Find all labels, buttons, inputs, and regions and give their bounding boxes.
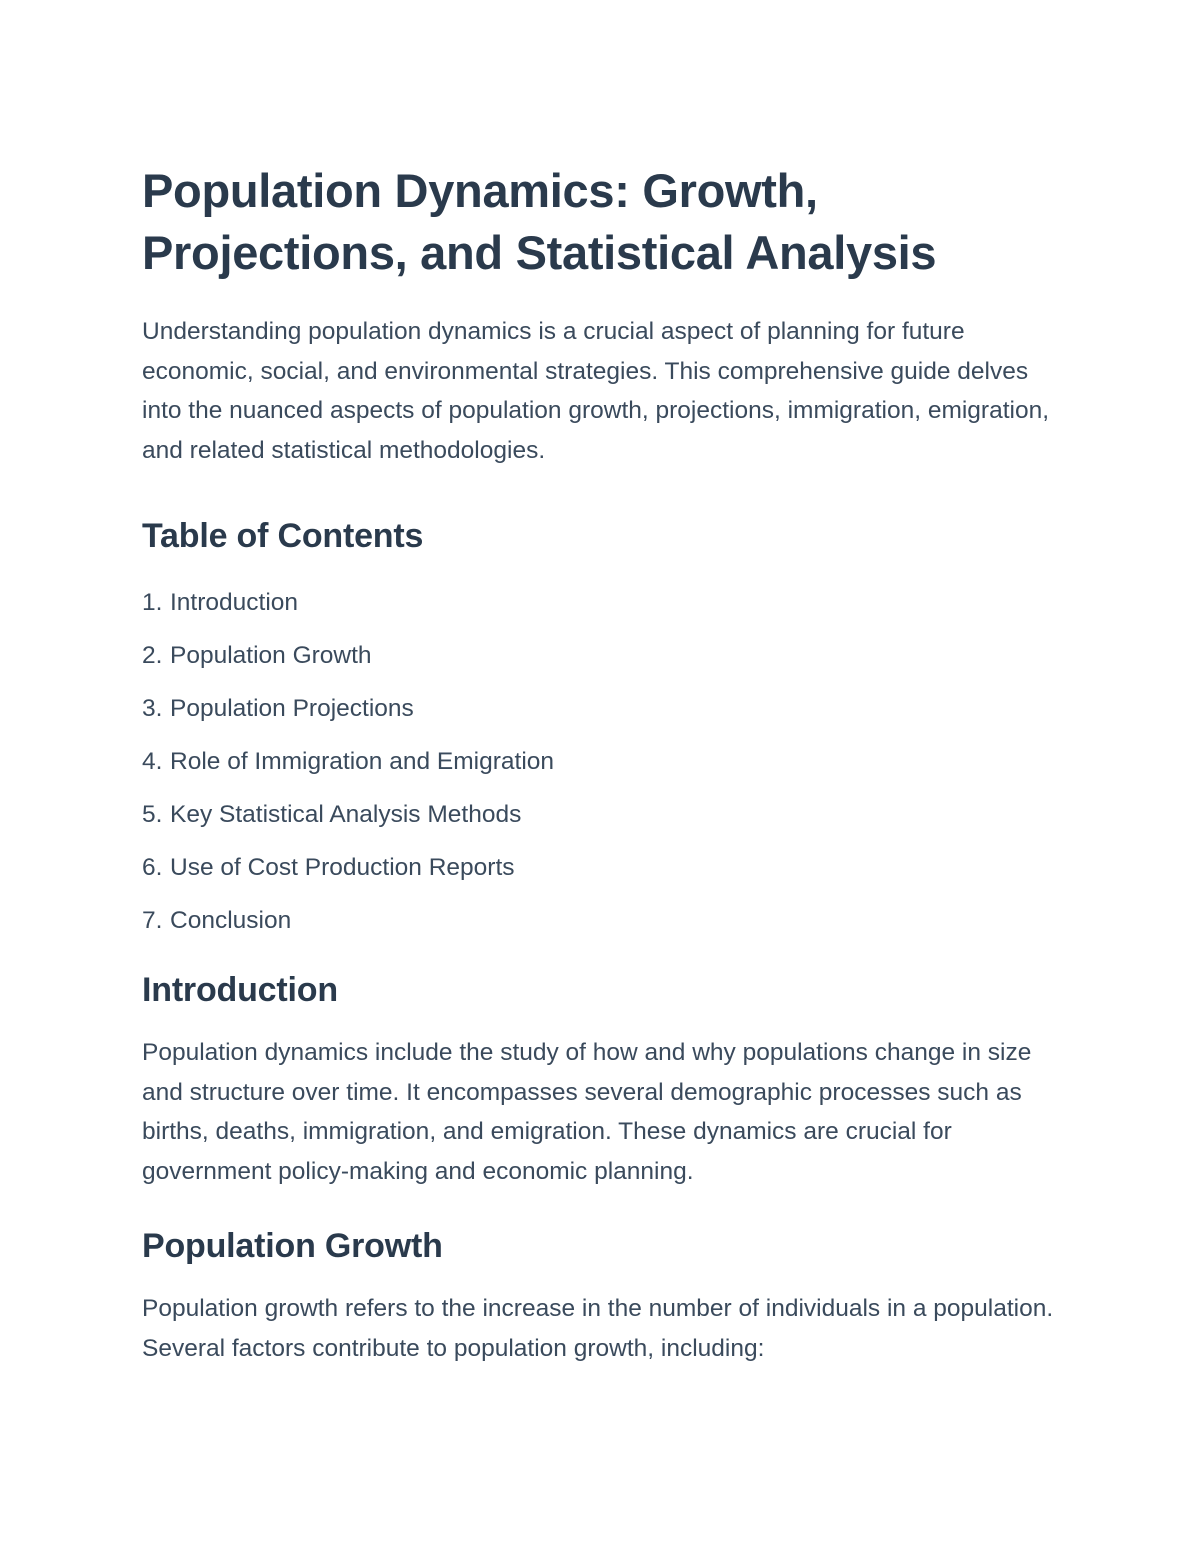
toc-item-number: 3.: [142, 695, 163, 722]
toc-item-number: 7.: [142, 907, 163, 934]
toc-item-introduction[interactable]: [142, 576, 1060, 629]
toc-heading: Table of Contents: [142, 517, 424, 555]
section-body-population-growth: Population growth refers to the increase in the number of individuals in a population. Several factors contribute to population growth, including:: [142, 1295, 1054, 1362]
section-heading-population-growth: Population Growth: [142, 1227, 443, 1265]
toc-item-label: Population Growth: [170, 642, 372, 669]
toc-item-statistical-methods[interactable]: [142, 788, 1060, 841]
intro-paragraph: Understanding population dynamics is a crucial aspect of planning for future economic, social, and environmental strategies. This comprehensive guide delves into the nuanced aspects of population growth, projections, immigration, emigration, and related statistical methodologies.: [142, 318, 1050, 464]
toc-item-label: Population Projections: [170, 695, 414, 722]
toc-item-number: 2.: [142, 642, 163, 669]
toc-item-population-projections[interactable]: [142, 682, 1060, 735]
toc-item-label: Use of Cost Production Reports: [170, 854, 515, 881]
toc-item-immigration-emigration[interactable]: [142, 735, 1060, 788]
toc-item-label: Conclusion: [170, 907, 292, 934]
toc-item-label: Key Statistical Analysis Methods: [170, 801, 522, 828]
toc-item-number: 5.: [142, 801, 163, 828]
toc-item-population-growth[interactable]: [142, 629, 1060, 682]
page-title: Population Dynamics: Growth, Projections, and Statistical Analysis: [142, 164, 937, 279]
section-body-introduction: Population dynamics include the study of how and why populations change in size and structure over time. It encompasses several demographic processes such as births, deaths, immigration, and emigration. These dynamics are crucial for government policy-making and economic planning.: [142, 1039, 1032, 1185]
toc-item-number: 6.: [142, 854, 163, 881]
toc-item-conclusion[interactable]: [142, 894, 1060, 947]
toc-item-label: Role of Immigration and Emigration: [170, 748, 555, 775]
toc-item-label: Introduction: [170, 589, 299, 616]
toc-item-number: 1.: [142, 589, 163, 616]
section-heading-introduction: Introduction: [142, 971, 338, 1009]
toc-list: [142, 576, 1060, 947]
toc-item-cost-production-reports[interactable]: [142, 841, 1060, 894]
toc-item-number: 4.: [142, 748, 163, 775]
